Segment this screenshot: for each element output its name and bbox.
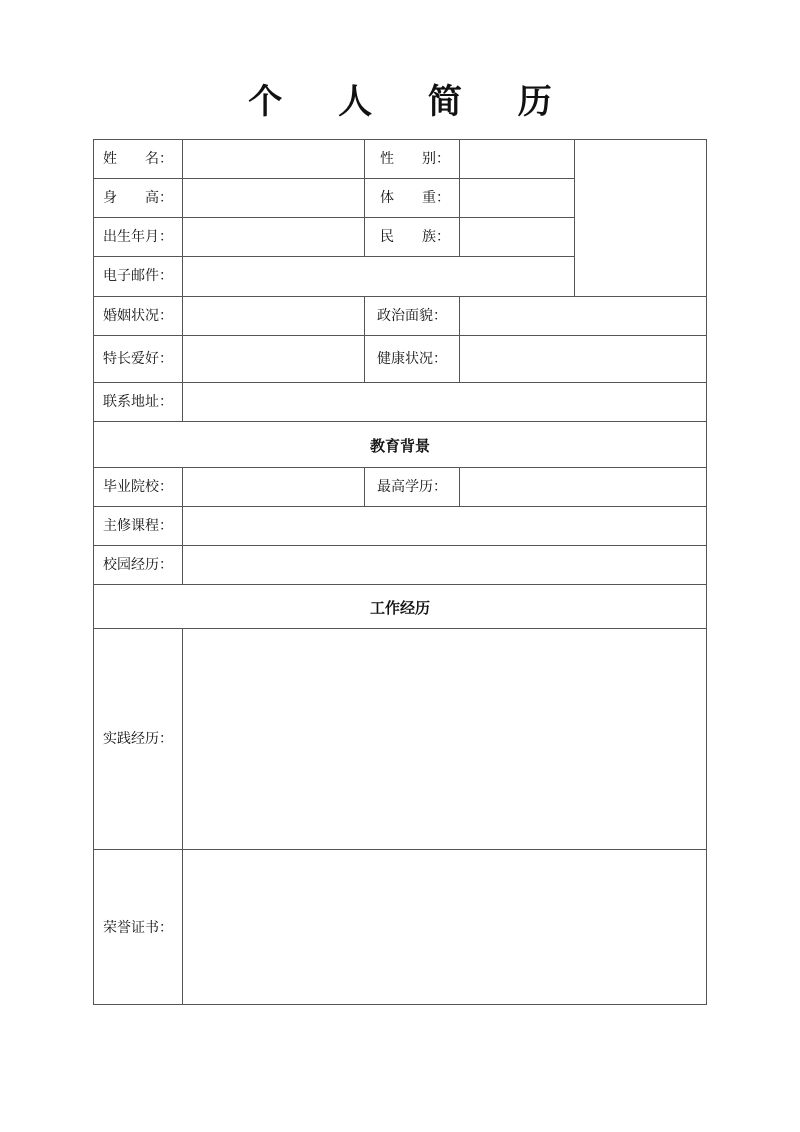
school-label: 毕业院校： (103, 479, 173, 495)
height-label: 身 高： (103, 190, 173, 206)
ethnicity-field[interactable] (460, 218, 574, 256)
photo-area[interactable] (575, 140, 706, 296)
ethnicity-label: 民 族： (380, 229, 450, 245)
marital-field[interactable] (183, 297, 364, 335)
row-divider (94, 178, 182, 179)
column-divider (364, 467, 365, 506)
hobbies-label: 特长爱好： (103, 351, 173, 367)
honors-label: 荣誉证书： (103, 920, 173, 936)
gender-field[interactable] (460, 140, 574, 178)
campus-label: 校园经历： (103, 557, 173, 573)
health-field[interactable] (460, 336, 706, 382)
birth-label: 出生年月： (103, 229, 173, 245)
school-field[interactable] (183, 468, 364, 506)
height-field[interactable] (183, 179, 364, 217)
campus-field[interactable] (183, 546, 706, 584)
health-label: 健康状况： (377, 351, 447, 367)
weight-label: 体 重： (380, 190, 450, 206)
name-label: 姓 名： (103, 151, 173, 167)
email-field[interactable] (183, 257, 574, 296)
row-divider (94, 421, 706, 422)
political-label: 政治面貌： (377, 308, 447, 324)
column-divider (364, 140, 365, 256)
birth-field[interactable] (183, 218, 364, 256)
address-field[interactable] (183, 383, 706, 421)
marital-label: 婚姻状况： (103, 308, 173, 324)
gender-label: 性 别： (380, 151, 450, 167)
degree-label: 最高学历： (377, 479, 447, 495)
work-section-heading: 工作经历 (369, 599, 430, 617)
practice-label: 实践经历： (103, 731, 173, 747)
courses-label: 主修课程： (103, 518, 173, 534)
political-field[interactable] (460, 297, 706, 335)
name-field[interactable] (183, 140, 364, 178)
weight-field[interactable] (460, 179, 574, 217)
honors-field[interactable] (183, 850, 706, 1004)
address-label: 联系地址： (103, 394, 173, 410)
practice-field[interactable] (183, 629, 706, 849)
courses-field[interactable] (183, 507, 706, 545)
column-divider (364, 296, 365, 382)
degree-field[interactable] (460, 468, 706, 506)
resume-form-table (93, 139, 707, 1005)
hobbies-field[interactable] (183, 336, 364, 382)
row-divider (94, 584, 706, 585)
email-label: 电子邮件： (103, 268, 173, 284)
education-section-heading: 教育背景 (369, 437, 430, 455)
resume-title: 个 人 简 历 (248, 82, 574, 122)
